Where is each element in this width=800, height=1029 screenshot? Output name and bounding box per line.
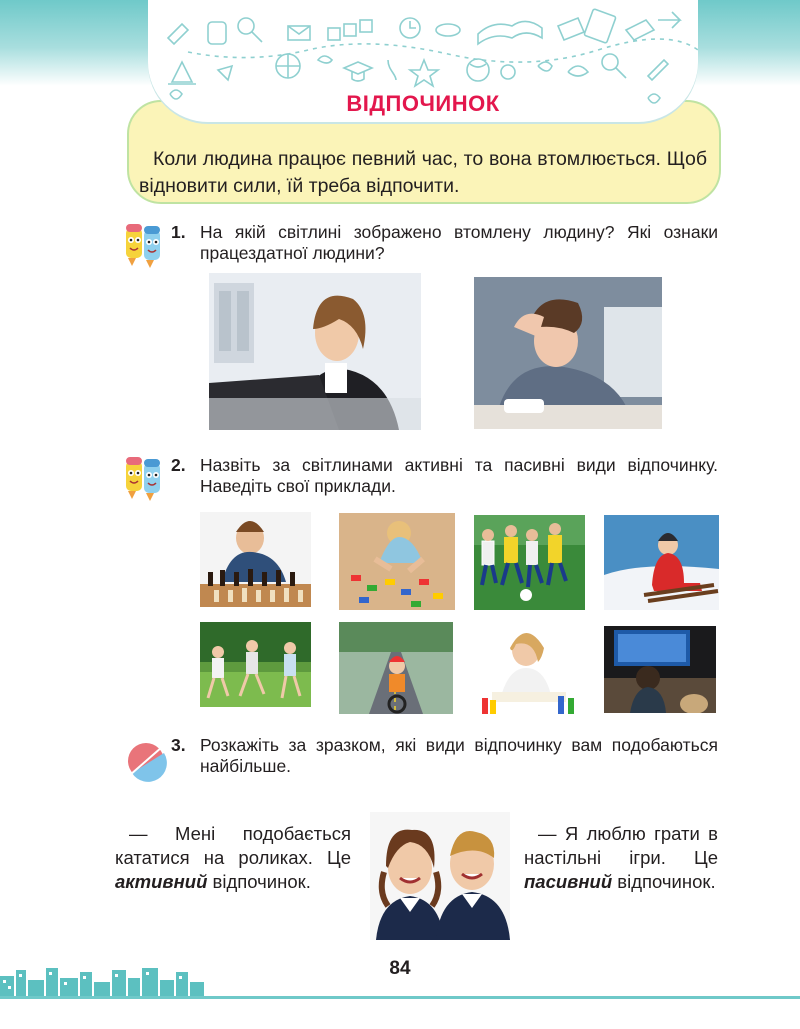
task-text: Розкажіть за зразком, які види відпочинку вам подобаються найбільше.: [200, 735, 718, 776]
dialog-right: [524, 822, 718, 894]
photo-children: [370, 812, 510, 940]
page-number: 84: [389, 958, 411, 979]
footer-line: [0, 996, 800, 999]
dialog-right-text: — Я люблю грати в настільні ігри. Це: [524, 823, 718, 868]
dialog-left-end: відпочинок.: [212, 871, 311, 892]
photo-running-kids: [200, 622, 311, 707]
eraser-icon: [120, 735, 168, 783]
dialog-left: [115, 822, 351, 894]
dialog-left-emphasis: активний: [115, 871, 208, 892]
photo-sledding: [604, 515, 719, 610]
task-number: 3.: [171, 735, 186, 755]
task-number: 2.: [171, 455, 186, 475]
task-text: На якій світлині зображено втомлену людину? Які ознаки працездатної людини?: [200, 222, 718, 263]
dialog-right-emphasis: пасивний: [524, 871, 613, 892]
photo-working-woman: [209, 273, 421, 430]
pencils-icon: [120, 222, 168, 270]
photo-chess: [200, 512, 311, 607]
intro-text: Коли людина працює певний час, то вона втомлюється. Щоб відновити сили, їй треба відпочити.: [139, 148, 707, 197]
photo-lego: [339, 513, 455, 610]
task-text: Назвіть за світлинами активні та пасивні види відпочинку. Наведіть свої приклади.: [200, 455, 718, 496]
photo-bicycle: [339, 622, 453, 714]
photo-tv: [604, 626, 716, 713]
dialog-left-text: — Мені подобається кататися на роликах. Це: [115, 823, 351, 868]
dialog-right-end: відпочинок.: [617, 871, 716, 892]
photo-football: [474, 515, 585, 610]
photo-tired-woman: [474, 277, 662, 429]
pencils-icon: [120, 455, 168, 503]
title-card: [148, 0, 698, 122]
lesson-title: ВІДПОЧИНОК: [346, 91, 500, 116]
task-number: 1.: [171, 222, 186, 242]
photo-drawing-girl: [472, 620, 585, 715]
